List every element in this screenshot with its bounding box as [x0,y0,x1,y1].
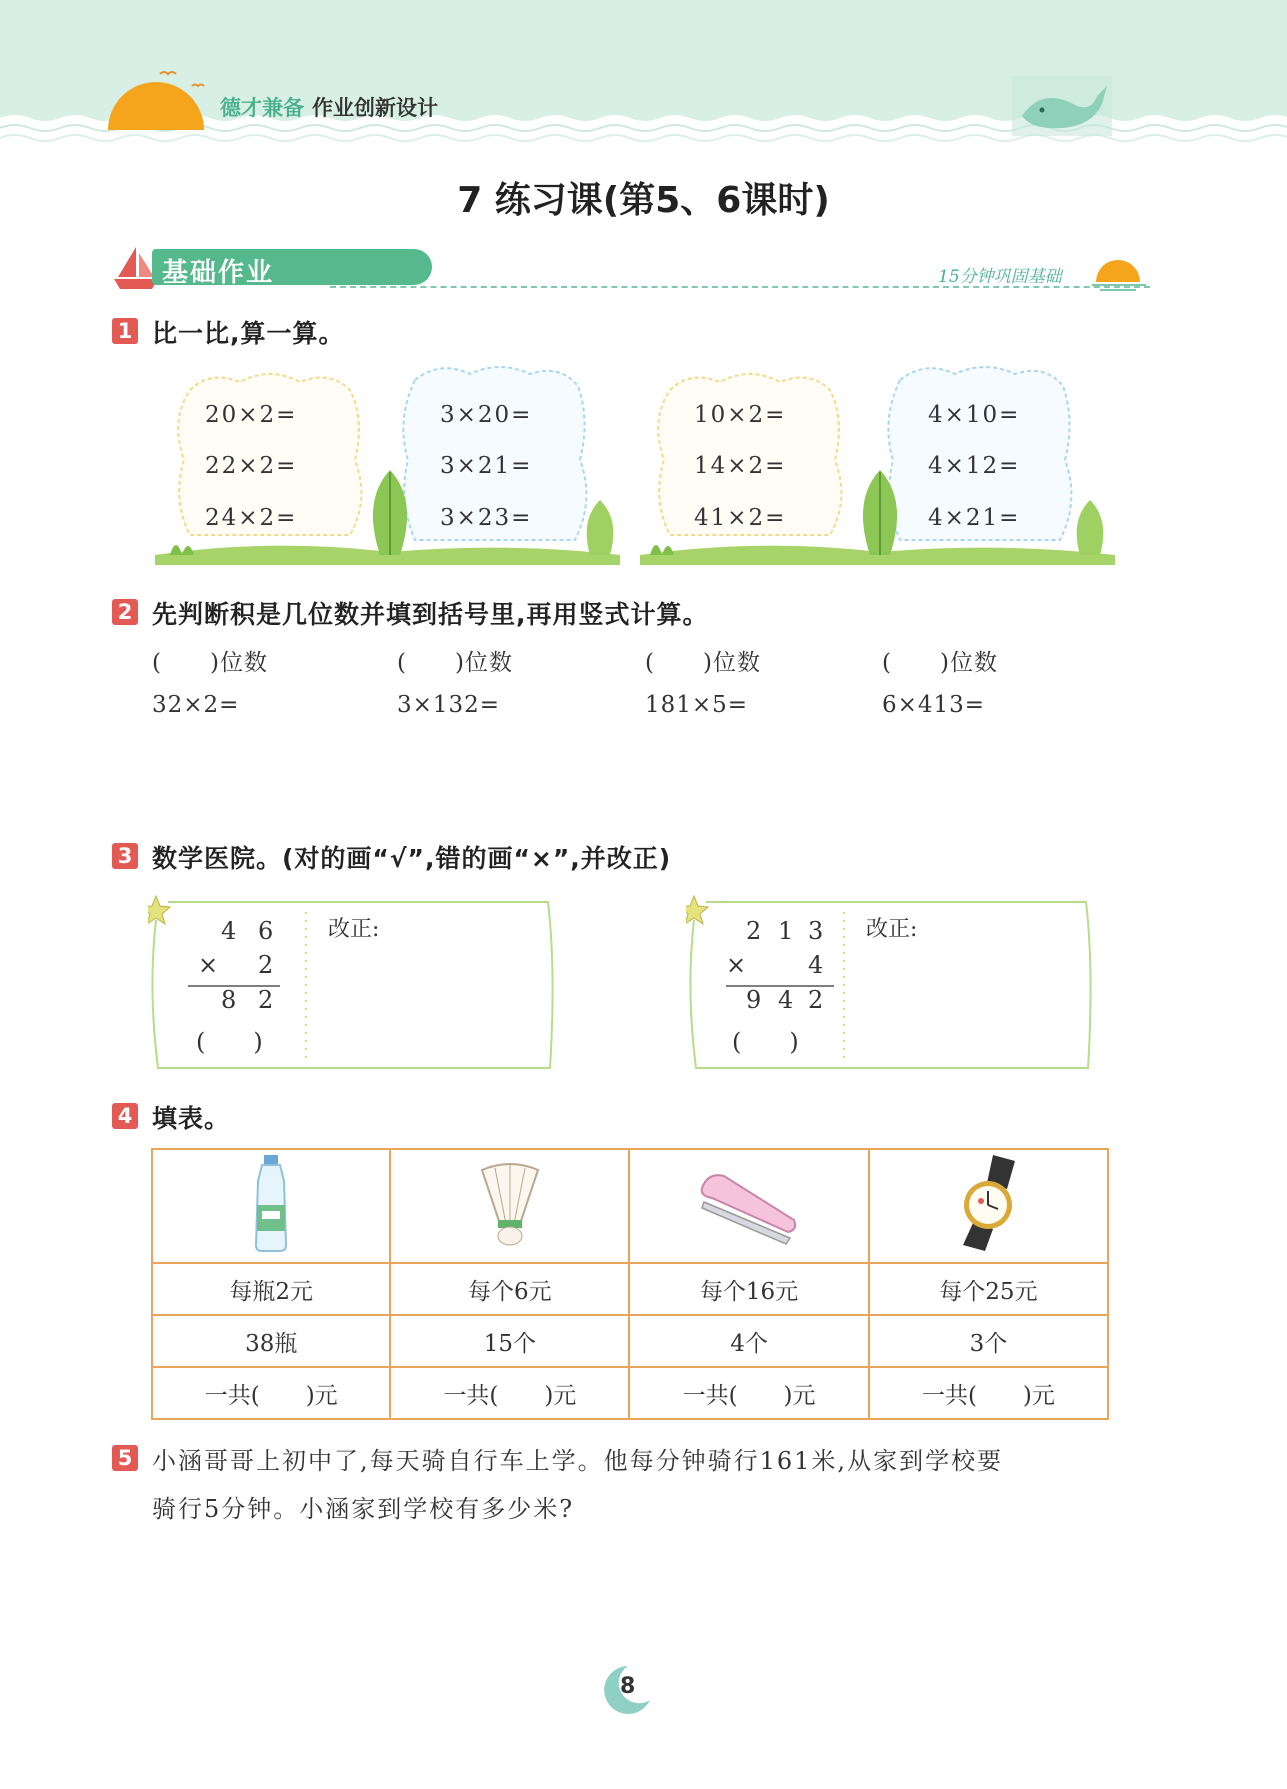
q1-equation: 10×2= [694,402,787,428]
table-cell [629,1149,869,1263]
star-icon [148,896,170,924]
price-cell: 每个6元 [390,1263,629,1315]
whale-icon [1012,76,1112,136]
q3-check-box-2 [686,890,1096,1075]
total-blank-cell[interactable]: 一共( )元 [869,1367,1108,1419]
total-blank-cell[interactable]: 一共( )元 [629,1367,869,1419]
q3-digit: 3 [808,917,824,945]
q2-digit-blank[interactable]: ( )位数 [645,650,761,676]
sun-icon [100,60,210,130]
sunset-icon [1090,254,1150,294]
q1-equation: 20×2= [205,402,298,428]
q2-expression: 32×2= [152,692,240,718]
q1-equation: 14×2= [694,453,787,479]
question-5-line-2: 骑行5分钟。小涵家到学校有多少米? [152,1495,575,1523]
q3-digit: 2 [258,986,274,1014]
star-icon [686,896,708,924]
question-1-text: 比一比,算一算。 [152,319,345,348]
price-cell: 每个25元 [869,1263,1108,1315]
quantity-cell: 3个 [869,1315,1108,1367]
q1-equation: 3×21= [440,453,533,479]
total-blank-cell[interactable]: 一共( )元 [152,1367,390,1419]
question-2-number: 2 [112,599,138,625]
q3-digit: 2 [746,917,762,945]
section-subtitle: 15分钟巩固基础 [938,267,1062,287]
q3-digit: 1 [778,917,794,945]
q3-digit: 8 [221,986,237,1014]
q2-digit-blank[interactable]: ( )位数 [397,650,513,676]
question-2-text: 先判断积是几位数并填到括号里,再用竖式计算。 [152,600,709,629]
q3-times-sign: × [198,951,219,979]
table-row-quantities [152,1315,1108,1367]
q2-digit-blank[interactable]: ( )位数 [882,650,998,676]
q3-digit: 2 [808,986,824,1014]
q3-digit: 2 [258,951,274,979]
wristwatch-icon [943,1153,1033,1253]
q2-expression: 6×413= [882,692,986,718]
q3-mark-blank[interactable]: ( ) [732,1028,799,1056]
section-tab-bg [152,249,432,288]
q1-equation: 4×10= [928,402,1021,428]
q2-digit-blank[interactable]: ( )位数 [152,650,268,676]
q1-equation: 3×20= [440,402,533,428]
question-5-line-1: 小涵哥哥上初中了,每天骑自行车上学。他每分钟骑行161米,从家到学校要 [152,1447,1004,1475]
q3-digit: 4 [221,917,237,945]
water-bottle-icon [246,1153,296,1253]
brand-green-text: 德才兼备 [220,96,304,120]
table-cell [152,1149,390,1263]
total-blank-cell[interactable]: 一共( )元 [390,1367,629,1419]
q1-equation: 22×2= [205,453,298,479]
q1-equation: 24×2= [205,505,298,531]
q3-correction-label: 改正: [866,917,918,942]
table-row-images [152,1149,1108,1263]
q3-mark-blank[interactable]: ( ) [196,1028,263,1056]
q1-equation: 4×21= [928,505,1021,531]
q3-digit: 4 [808,951,824,979]
quantity-cell: 15个 [390,1315,629,1367]
fill-table [151,1148,1109,1420]
question-4-number: 4 [112,1103,138,1129]
q1-equation: 4×12= [928,453,1021,479]
quantity-cell: 38瓶 [152,1315,390,1367]
q3-digit: 4 [778,986,794,1014]
q3-times-sign: × [726,951,747,979]
price-cell: 每个16元 [629,1263,869,1315]
table-cell [869,1149,1108,1263]
q1-equation: 3×23= [440,505,533,531]
q1-equation: 41×2= [694,505,787,531]
q3-digit: 9 [746,986,762,1014]
quantity-cell: 4个 [629,1315,869,1367]
page-title: 7 练习课(第5、6课时) [457,180,830,221]
stapler-icon [694,1158,804,1248]
q3-check-box-1 [148,890,558,1075]
table-cell [390,1149,629,1263]
page-number: 8 [620,1674,636,1699]
brand-logo-text [220,92,438,122]
q2-expression: 3×132= [397,692,501,718]
brand-dark-text: 作业创新设计 [312,96,438,120]
question-4-text: 填表。 [152,1104,231,1133]
question-5-number: 5 [112,1445,138,1471]
section-tab-label: 基础作业 [162,258,275,288]
table-row-totals [152,1367,1108,1419]
q3-digit: 6 [258,917,274,945]
table-row-prices [152,1263,1108,1315]
question-3-text: 数学医院。(对的画“√”,错的画“×”,并改正) [152,844,672,873]
price-cell: 每瓶2元 [152,1263,390,1315]
question-3-number: 3 [112,843,138,869]
q2-expression: 181×5= [645,692,749,718]
shuttlecock-icon [470,1158,550,1248]
q3-correction-label: 改正: [328,917,380,942]
question-1-number: 1 [112,318,138,344]
